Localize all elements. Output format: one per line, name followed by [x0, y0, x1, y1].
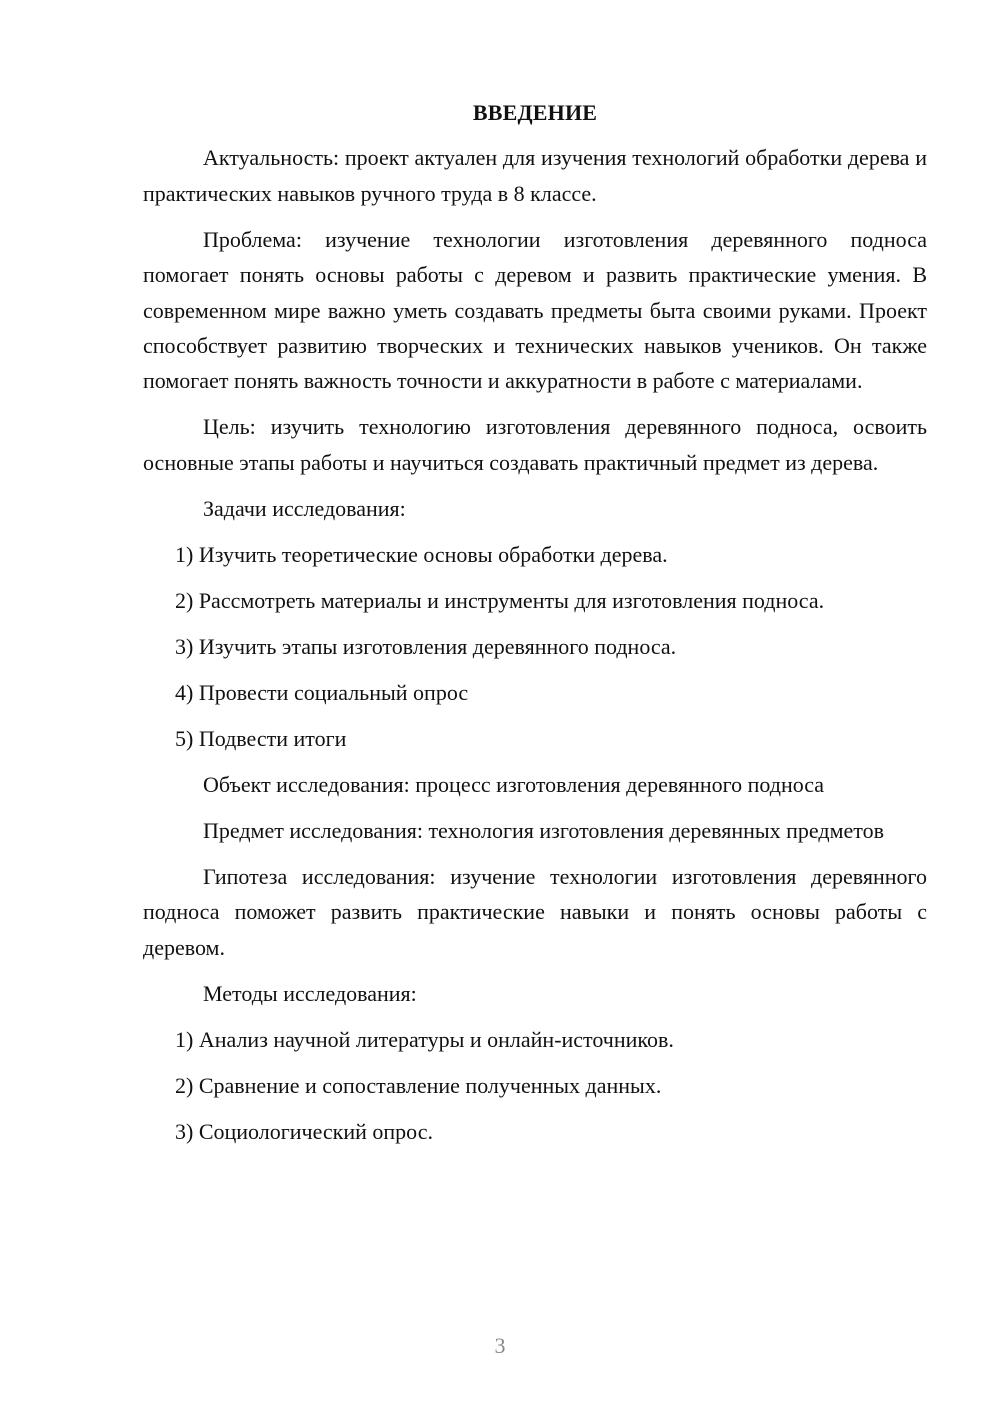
goal-paragraph: Цель: изучить технологию изготовления деревянного подноса, освоить основные этапы работы и научиться создавать практичный предмет из дерева.: [143, 414, 927, 475]
object-paragraph: Объект исследования: процесс изготовления деревянного подноса: [203, 771, 825, 797]
method-item: 3) Социологический опрос.: [175, 1118, 433, 1144]
task-item: 3) Изучить этапы изготовления деревянного подноса.: [175, 633, 677, 659]
relevance-paragraph: Актуальность: проект актуален для изучения технологий обработки дерева и практических навыков ручного труда в 8 классе.: [143, 145, 927, 206]
subject-paragraph: Предмет исследования: технология изготовления деревянных предметов: [203, 817, 885, 843]
problem-paragraph: Проблема: изучение технологии изготовления деревянного подноса помогает понять основы работы с деревом и развить практические умения. В современном мире важно уметь создавать предметы быта своими руками. Проект способствует развитию творческих и технических навыков учеников. Он также помогает понять важность точности и аккуратности в работе с материалами.: [143, 226, 927, 394]
page-number: 3: [494, 1333, 506, 1358]
method-item: 1) Анализ научной литературы и онлайн-источников.: [175, 1026, 674, 1052]
task-item: 5) Подвести итоги: [175, 725, 347, 751]
tasks-heading: Задачи исследования:: [203, 495, 406, 521]
task-item: 1) Изучить теоретические основы обработки дерева.: [175, 541, 668, 567]
methods-heading: Методы исследования:: [203, 980, 417, 1006]
page-content: [143, 95, 927, 1160]
page-title: ВВЕДЕНИЕ: [472, 100, 598, 125]
hypothesis-paragraph: Гипотеза исследования: изучение технологии изготовления деревянного подноса поможет развить практические навыки и понять основы работы с деревом.: [143, 863, 927, 960]
method-item: 2) Сравнение и сопоставление полученных данных.: [175, 1072, 662, 1098]
task-item: 4) Провести социальный опрос: [175, 679, 469, 705]
task-item: 2) Рассмотреть материалы и инструменты для изготовления подноса.: [175, 587, 825, 613]
